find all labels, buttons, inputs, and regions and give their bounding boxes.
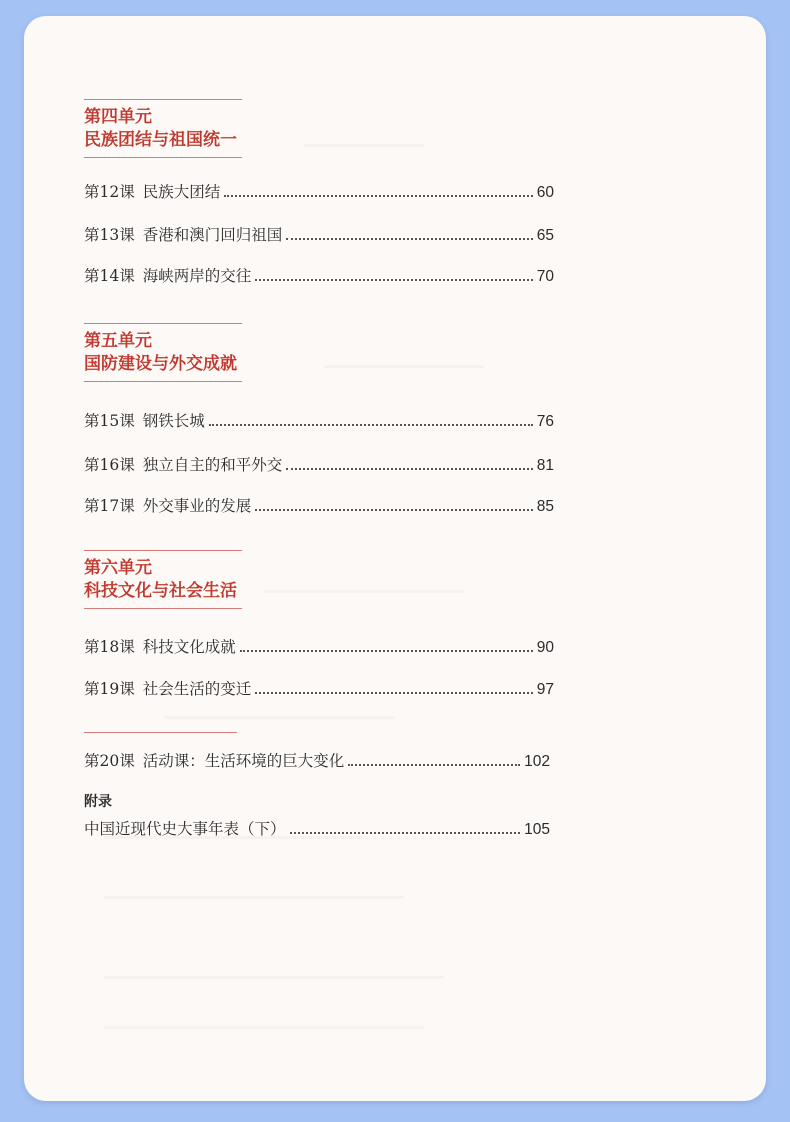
lesson-number: 第19课 — [84, 680, 135, 698]
toc-entry-lesson-19[interactable] — [84, 675, 554, 699]
toc-entry-lesson-14[interactable] — [84, 262, 554, 286]
dot-leader — [286, 238, 533, 240]
show-through-mark — [104, 1026, 424, 1029]
dot-leader — [240, 650, 533, 652]
appendix-heading: 附录 — [84, 793, 112, 809]
lesson-number: 第18课 — [84, 638, 135, 656]
toc-entry-lesson-12[interactable] — [84, 178, 554, 202]
show-through-mark — [304, 144, 424, 147]
lesson-title: 外交事业的发展 — [142, 497, 252, 515]
lesson-title: 海峡两岸的交往 — [142, 267, 252, 285]
lesson-title: 香港和澳门回归祖国 — [142, 226, 283, 244]
unit-rule-bottom — [84, 381, 242, 382]
unit-number: 第四单元 — [84, 107, 152, 127]
dot-leader — [290, 832, 521, 834]
unit-number: 第五单元 — [84, 331, 152, 351]
show-through-mark — [324, 365, 484, 368]
toc-page — [24, 16, 766, 1101]
unit-title: 民族团结与祖国统一 — [84, 130, 237, 150]
page-number: 76 — [536, 413, 554, 430]
page-number: 105 — [524, 821, 550, 838]
lesson-title: 民族大团结 — [142, 183, 221, 201]
lesson-title: 社会生活的变迁 — [142, 680, 252, 698]
lesson-number: 第13课 — [84, 226, 135, 244]
page-number: 81 — [536, 457, 554, 474]
page-number: 102 — [524, 753, 550, 770]
page-number: 97 — [536, 681, 554, 698]
unit-rule-top — [84, 323, 242, 324]
toc-entry-lesson-13[interactable] — [84, 221, 554, 245]
toc-entry-lesson-18[interactable] — [84, 633, 554, 657]
toc-entry-lesson-20[interactable] — [84, 747, 550, 771]
lesson-title: 活动课：生活环境的巨大变化 — [142, 752, 345, 770]
page-number: 85 — [536, 498, 554, 515]
lesson-number: 第15课 — [84, 412, 135, 430]
toc-entry-lesson-17[interactable] — [84, 492, 554, 516]
unit-number: 第六单元 — [84, 558, 152, 578]
page-number: 65 — [536, 227, 554, 244]
unit-six-heading — [84, 550, 244, 609]
page-number: 90 — [536, 639, 554, 656]
dot-leader — [255, 692, 533, 694]
unit-title: 科技文化与社会生活 — [84, 581, 237, 601]
lesson-number: 第14课 — [84, 267, 135, 285]
page-number: 60 — [536, 184, 554, 201]
dot-leader — [255, 279, 533, 281]
unit-rule-bottom — [84, 608, 242, 609]
unit-five-heading — [84, 323, 244, 382]
dot-leader — [255, 509, 533, 511]
appendix-title: 中国近现代史大事年表（下） — [84, 820, 286, 838]
show-through-mark — [104, 896, 404, 899]
dot-leader — [224, 195, 533, 197]
unit-rule-top — [84, 550, 242, 551]
unit-rule-top — [84, 99, 242, 100]
toc-entry-lesson-15[interactable] — [84, 407, 554, 431]
lesson-number: 第17课 — [84, 497, 135, 515]
lesson-number: 第12课 — [84, 183, 135, 201]
unit-rule-bottom — [84, 157, 242, 158]
show-through-mark — [104, 976, 444, 979]
dot-leader — [209, 424, 533, 426]
dot-leader — [348, 764, 520, 766]
unit-four-heading — [84, 99, 244, 158]
toc-entry-appendix[interactable] — [84, 815, 550, 839]
section-divider — [84, 732, 237, 733]
lesson-number: 第16课 — [84, 456, 135, 474]
lesson-title: 钢铁长城 — [142, 412, 205, 430]
lesson-title: 独立自主的和平外交 — [142, 456, 283, 474]
dot-leader — [286, 468, 533, 470]
page-number: 70 — [536, 268, 554, 285]
unit-title: 国防建设与外交成就 — [84, 354, 237, 374]
show-through-mark — [264, 590, 464, 593]
show-through-mark — [164, 716, 394, 719]
lesson-number: 第20课 — [84, 752, 135, 770]
lesson-title: 科技文化成就 — [142, 638, 236, 656]
toc-entry-lesson-16[interactable] — [84, 451, 554, 475]
